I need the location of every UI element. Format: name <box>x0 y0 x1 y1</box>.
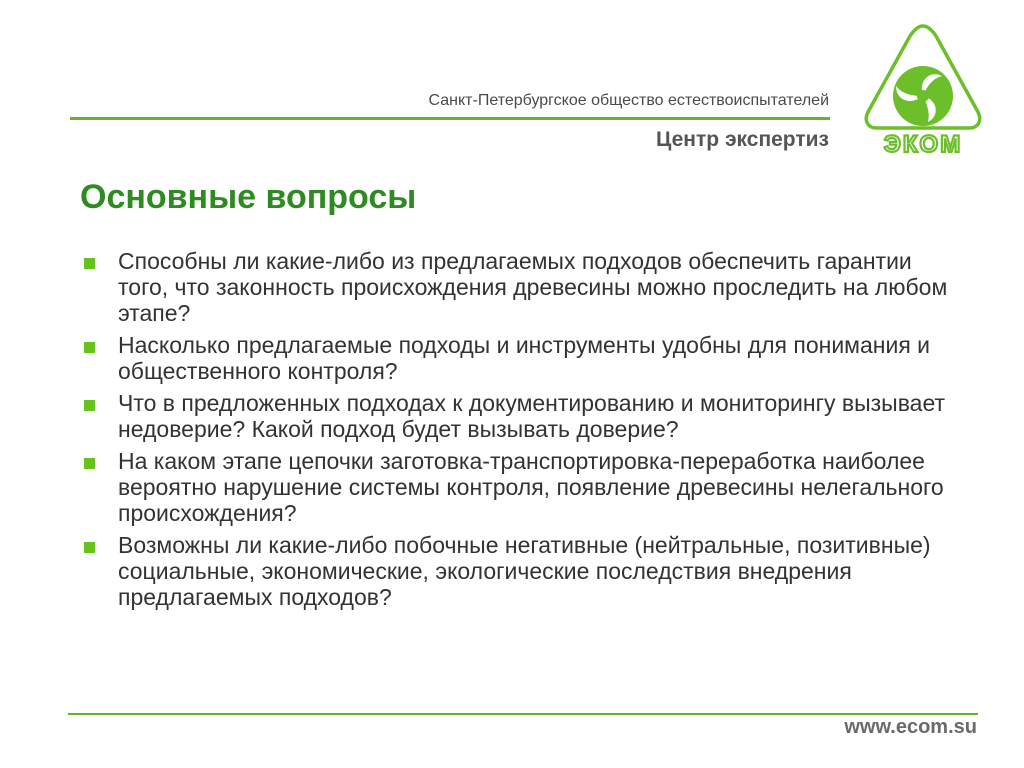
list-item <box>82 532 962 610</box>
page-title: Основные вопросы <box>80 178 417 216</box>
center-name: Центр экспертиз <box>656 128 829 151</box>
bullet-square-icon <box>84 458 95 469</box>
list-item <box>82 248 962 326</box>
list-item <box>82 332 962 384</box>
logo-text: ЭКОМ <box>883 131 963 158</box>
question-list <box>82 248 962 616</box>
list-item <box>82 390 962 442</box>
bullet-square-icon <box>84 342 95 353</box>
ecom-logo-icon <box>858 20 988 160</box>
question-text: Насколько предлагаемые подходы и инструменты удобны для понимания и общественного контроля? <box>118 332 931 384</box>
question-text: На каком этапе цепочки заготовка-транспортировка-переработка наиболее вероятно нарушение системы контроля, появление древесины нелегального происхождения? <box>118 448 944 526</box>
bullet-square-icon <box>84 400 95 411</box>
ecom-logo <box>858 20 988 160</box>
bullet-square-icon <box>84 258 95 269</box>
organization-name: Санкт-Петербургское общество естествоиспытателей <box>428 92 829 109</box>
header-divider <box>70 117 830 120</box>
question-text: Что в предложенных подходах к документированию и мониторингу вызывает недоверие? Какой подход будет вызывать доверие? <box>118 390 946 442</box>
question-text: Способны ли какие-либо из предлагаемых подходов обеспечить гарантии того, что законность происхождения древесины можно проследить на любом этапе? <box>118 248 948 326</box>
bullet-square-icon <box>84 542 95 553</box>
website-url: www.ecom.su <box>844 716 977 738</box>
question-text: Возможны ли какие-либо побочные негативные (нейтральные, позитивные) социальные, экономические, экологические последствия внедрения предлагаемых подходов? <box>118 532 931 610</box>
footer-divider <box>68 713 978 715</box>
list-item <box>82 448 962 526</box>
